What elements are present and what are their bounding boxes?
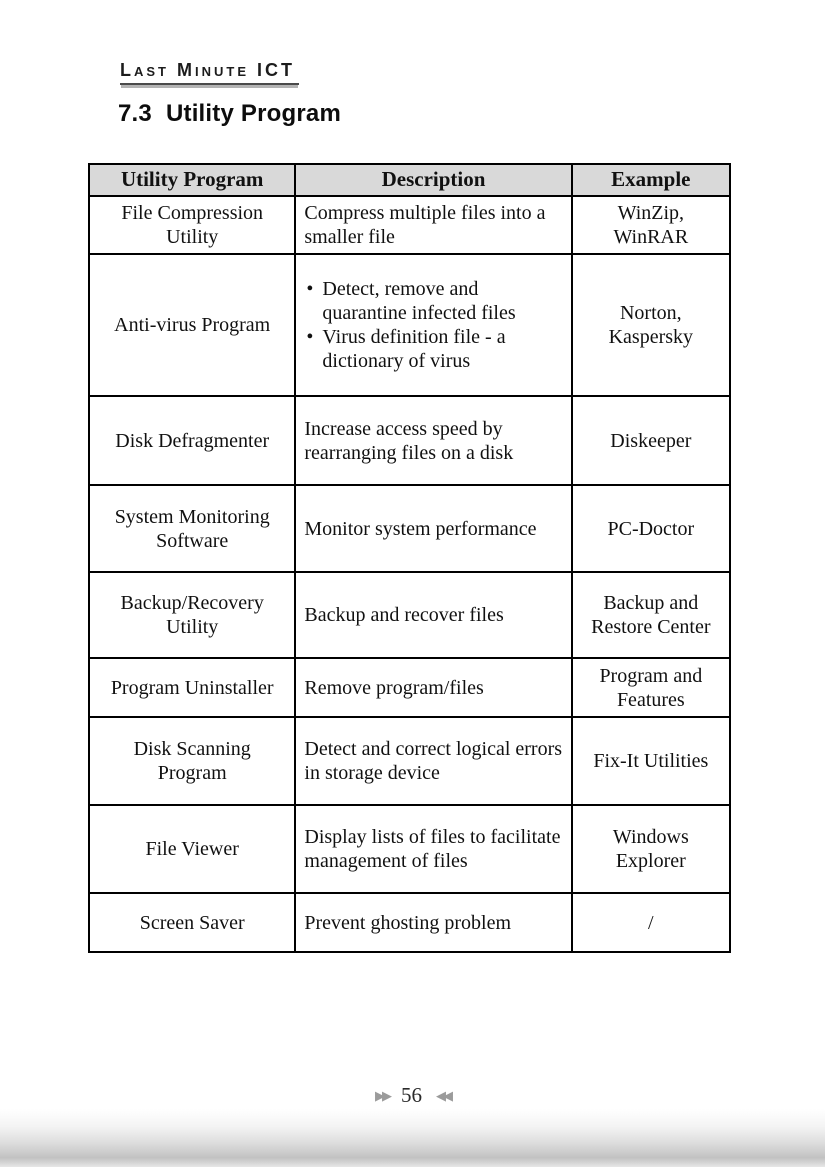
cell-description: Backup and recover files	[295, 572, 571, 658]
cell-program: Anti-virus Program	[89, 254, 295, 396]
table-row	[89, 396, 730, 485]
table-row	[89, 572, 730, 658]
section-heading	[118, 100, 341, 128]
table-row	[89, 254, 730, 396]
cell-description: Remove program/files	[295, 658, 571, 717]
double-left-arrow-icon: ◀◀	[436, 1089, 450, 1104]
cell-program: Screen Saver	[89, 893, 295, 952]
bullet-item	[304, 277, 562, 325]
table-row	[89, 805, 730, 893]
cell-program: Program Uninstaller	[89, 658, 295, 717]
cell-program: Disk Scanning Program	[89, 717, 295, 805]
cell-description: Detect and correct logical errors in storage device	[295, 717, 571, 805]
cell-description: Compress multiple files into a smaller file	[295, 196, 571, 254]
table-row	[89, 717, 730, 805]
table-row	[89, 196, 730, 254]
cell-program: Disk Defragmenter	[89, 396, 295, 485]
cell-description: Display lists of files to facilitate management of files	[295, 805, 571, 893]
cell-example: WinZip, WinRAR	[572, 196, 730, 254]
utility-program-table	[88, 163, 731, 953]
cell-program: Backup/Recovery Utility	[89, 572, 295, 658]
bullet-item	[304, 325, 562, 373]
scanned-page-edge	[0, 1109, 825, 1167]
cell-program: File Compression Utility	[89, 196, 295, 254]
cell-description: Prevent ghosting problem	[295, 893, 571, 952]
brand-header: Last Minute ICT	[120, 60, 299, 85]
column-header-example: Example	[572, 164, 730, 196]
cell-example: Backup and Restore Center	[572, 572, 730, 658]
table-header-row	[89, 164, 730, 196]
cell-description: Monitor system performance	[295, 485, 571, 572]
table-row	[89, 658, 730, 717]
column-header-utility-program: Utility Program	[89, 164, 295, 196]
cell-example: Fix-It Utilities	[572, 717, 730, 805]
table-row	[89, 893, 730, 952]
page-footer	[0, 1083, 825, 1108]
bullet-text: Virus definition file - a dictionary of virus	[322, 326, 506, 372]
cell-description	[295, 254, 571, 396]
cell-description: Increase access speed by rearranging files on a disk	[295, 396, 571, 485]
cell-example: PC-Doctor	[572, 485, 730, 572]
bullet-text: Detect, remove and quarantine infected files	[322, 278, 516, 324]
cell-program: File Viewer	[89, 805, 295, 893]
column-header-description: Description	[295, 164, 571, 196]
cell-example: /	[572, 893, 730, 952]
double-right-arrow-icon: ▶▶	[375, 1089, 389, 1104]
cell-example: Program and Features	[572, 658, 730, 717]
table-row	[89, 485, 730, 572]
section-number: 7.3	[118, 100, 152, 127]
section-title: Utility Program	[165, 100, 341, 127]
cell-example: Windows Explorer	[572, 805, 730, 893]
cell-example: Diskeeper	[572, 396, 730, 485]
cell-example: Norton, Kaspersky	[572, 254, 730, 396]
page-number: 56	[401, 1083, 422, 1107]
cell-program: System Monitoring Software	[89, 485, 295, 572]
